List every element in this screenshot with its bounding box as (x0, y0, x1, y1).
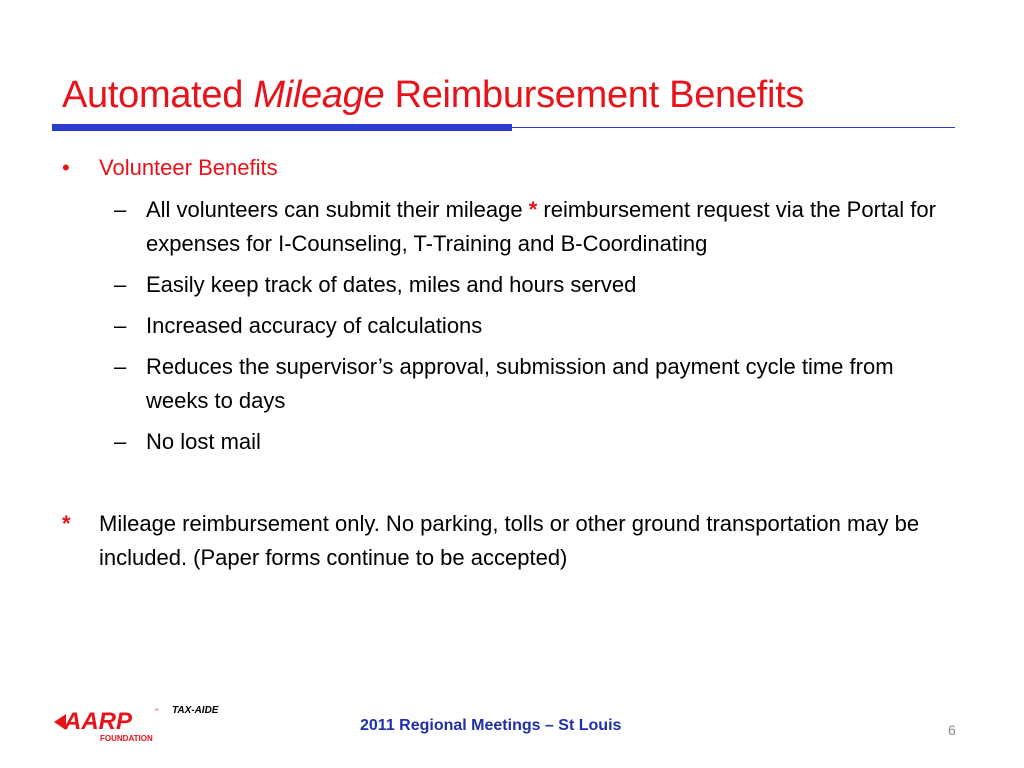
sub-item-text: Increased accuracy of calculations (146, 313, 483, 338)
title-part-1: Automated (62, 74, 254, 116)
aarp-foundation-tax-aide-logo (52, 700, 252, 744)
dash-icon: – (114, 272, 127, 297)
asterisk-marker: * (528, 197, 538, 222)
sub-item-text: No lost mail (146, 429, 261, 454)
dash-icon: – (114, 429, 127, 454)
dash-icon: – (114, 354, 127, 379)
logo-tm-text: ™ (154, 708, 159, 714)
logo-foundation-text: FOUNDATION (100, 734, 153, 743)
title-part-2-italic: Mileage (253, 74, 385, 116)
sub-item-text (146, 193, 966, 261)
title-part-3: Reimbursement Benefits (384, 74, 805, 116)
page-number: 6 (948, 722, 956, 738)
sub-item-text: Reduces the supervisor’s approval, submission and payment cycle time from weeks to days (146, 354, 894, 413)
title-underline-thick (52, 124, 512, 131)
aarp-logo-mark (54, 705, 219, 743)
footnote-text: Mileage reimbursement only. No parking, tolls or other ground transportation may be included. (Paper forms continue to be accepted) (99, 511, 920, 570)
logo-aarp-text: AARP (64, 708, 133, 735)
footer-meeting-label: 2011 Regional Meetings – St Louis (360, 717, 622, 734)
logo-taxaide-text: TAX-AIDE (172, 705, 219, 716)
bullet-label: Volunteer Benefits (99, 155, 278, 180)
dash-icon: – (114, 313, 127, 338)
footnote-asterisk: * (62, 511, 71, 536)
bullet-dot-icon: • (62, 155, 70, 180)
sub-item-text-after: reimbursement request via the Portal for expenses for I-Counseling, T-Training and B-Coordinating (146, 197, 936, 256)
sub-item-text-before: All volunteers can submit their mileage (146, 197, 529, 222)
slide-title (62, 70, 804, 120)
title-underline-thin (512, 127, 955, 128)
dash-icon: – (114, 197, 127, 222)
sub-item-text: Easily keep track of dates, miles and hours served (146, 272, 637, 297)
